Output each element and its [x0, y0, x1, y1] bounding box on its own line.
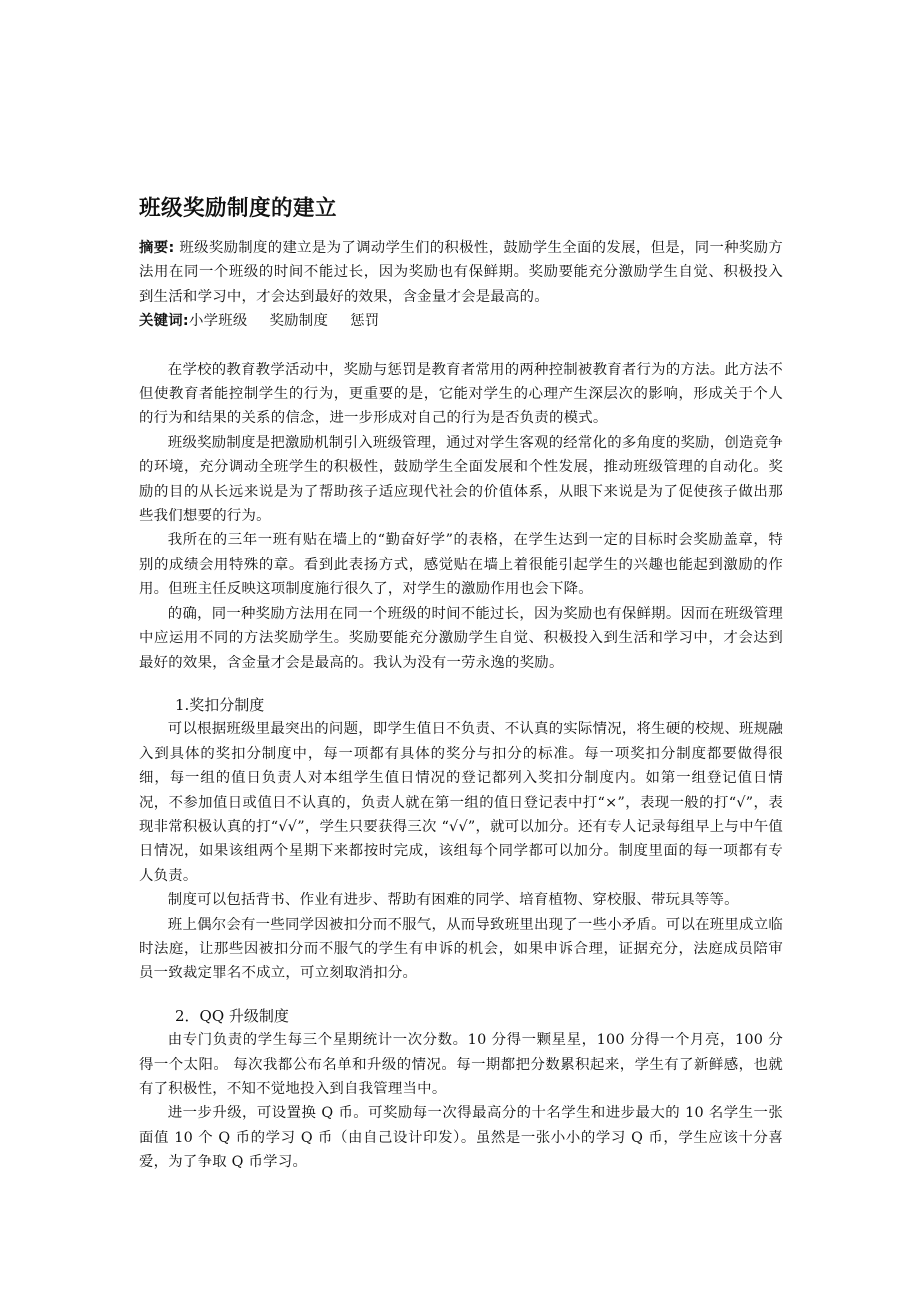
abstract-label: 摘要:: [139, 240, 175, 256]
section-paragraph: 进一步升级，可设置换 Q 币。可奖励每一次得最高分的十名学生和进步最大的 10 名学生一张面值 10 个 Q 币的学习 Q 币（由自己设计印发）。虽然是一张小小的学习 Q 币，学生应该十分喜爱，为了争取 Q 币学习。: [139, 1105, 783, 1171]
section-paragraph: 由专门负责的学生每三个星期统计一次分数。10 分得一颗星星，100 分得一个月亮，100 分得一个太阳。 每次我都公布名单和升级的情况。每一期都把分数累积起来，学生有了新鲜感，也就有了积极性，不知不觉地投入到自我管理当中。: [139, 1032, 783, 1097]
abstract-text: 班级奖励制度的建立是为了调动学生们的积极性，鼓励学生全面的发展，但是，同一种奖励方法用在同一个班级的时间不能过长，因为奖励也有保鲜期。奖励要能充分激励学生自觉、积极投入到生活和学习中，才会达到最好的效果，含金量才会是最高的。: [139, 240, 784, 305]
keyword-item: 惩罚: [350, 313, 380, 330]
section-paragraph: 班上偶尔会有一些同学因被扣分而不服气，从而导致班里出现了一些小矛盾。可以在班里成立临时法庭，让那些因被扣分而不服气的学生有申诉的机会，如果申诉合理，证据充分，法庭成员陪审员一致裁定罪名不成立，可立刻取消扣分。: [139, 916, 783, 982]
keywords-label: 关键词:: [139, 313, 189, 330]
intro-paragraph: 班级奖励制度是把激励机制引入班级管理，通过对学生客观的经常化的多角度的奖励，创造竞争的环境，充分调动全班学生的积极性，鼓励学生全面发展和个性发展，推动班级管理的自动化。奖励的目的从长远来说是为了帮助孩子适应现代社会的价值体系，从眼下来说是为了促使孩子做出那些我们想要的行为。: [139, 434, 783, 525]
keywords: [139, 309, 783, 333]
intro-paragraph: 在学校的教育教学活动中，奖励与惩罚是教育者常用的两种控制被教育者行为的方法。此方法不但使教育者能控制学生的行为，更重要的是，它能对学生的心理产生深层次的影响，形成关于个人的行为和结果的关系的信念，进一步形成对自己的行为是否负责的模式。: [139, 361, 783, 427]
document-title: 班级奖励制度的建立: [139, 196, 338, 221]
keyword-item: 小学班级: [188, 313, 248, 330]
document-page: [139, 194, 783, 1175]
section-paragraph: 可以根据班级里最突出的问题，即学生值日不负责、不认真的实际情况，将生硬的校规、班规融入到具体的奖扣分制度中，每一项都有具体的奖分与扣分的标准。每一项奖扣分制度都要做得很细，每一组的值日负责人对本组学生值日情况的登记都列入奖扣分制度内。如第一组登记值日情况，不参加值日或值日不认真的，负责人就在第一组的值日登记表中打“×”，表现一般的打“√”，表现非常积极认真的打“√√”，学生只要获得三次 “√√”，就可以加分。还有专人记录每组早上与中午值日情况，如果该组两个星期下来都按时完成，该组每个同学都可以加分。制度里面的每一项都有专人负责。: [139, 721, 783, 884]
section-heading: 1.奖扣分制度: [175, 695, 265, 714]
section-heading: 2．QQ 升级制度: [175, 1006, 289, 1025]
keyword-item: 奖励制度: [269, 313, 329, 330]
abstract: [139, 236, 783, 309]
section-paragraph: 制度可以包括背书、作业有进步、帮助有困难的同学、培育植物、穿校服、带玩具等等。: [167, 892, 739, 909]
intro-paragraph: 的确，同一种奖励方法用在同一个班级的时间不能过长，因为奖励也有保鲜期。因而在班级管理中应运用不同的方法奖励学生。奖励要能充分激励学生自觉、积极投入到生活和学习中，才会达到最好的效果，含金量才会是最高的。我认为没有一劳永逸的奖励。: [139, 605, 783, 671]
intro-paragraph: 我所在的三年一班有贴在墙上的“勤奋好学”的表格，在学生达到一定的目标时会奖励盖章，特别的成绩会用特殊的章。看到此表扬方式，感觉贴在墙上着很能引起学生的兴趣也能起到激励的作用。但班主任反映这项制度施行很久了，对学生的激励作用也会下降。: [139, 532, 783, 598]
